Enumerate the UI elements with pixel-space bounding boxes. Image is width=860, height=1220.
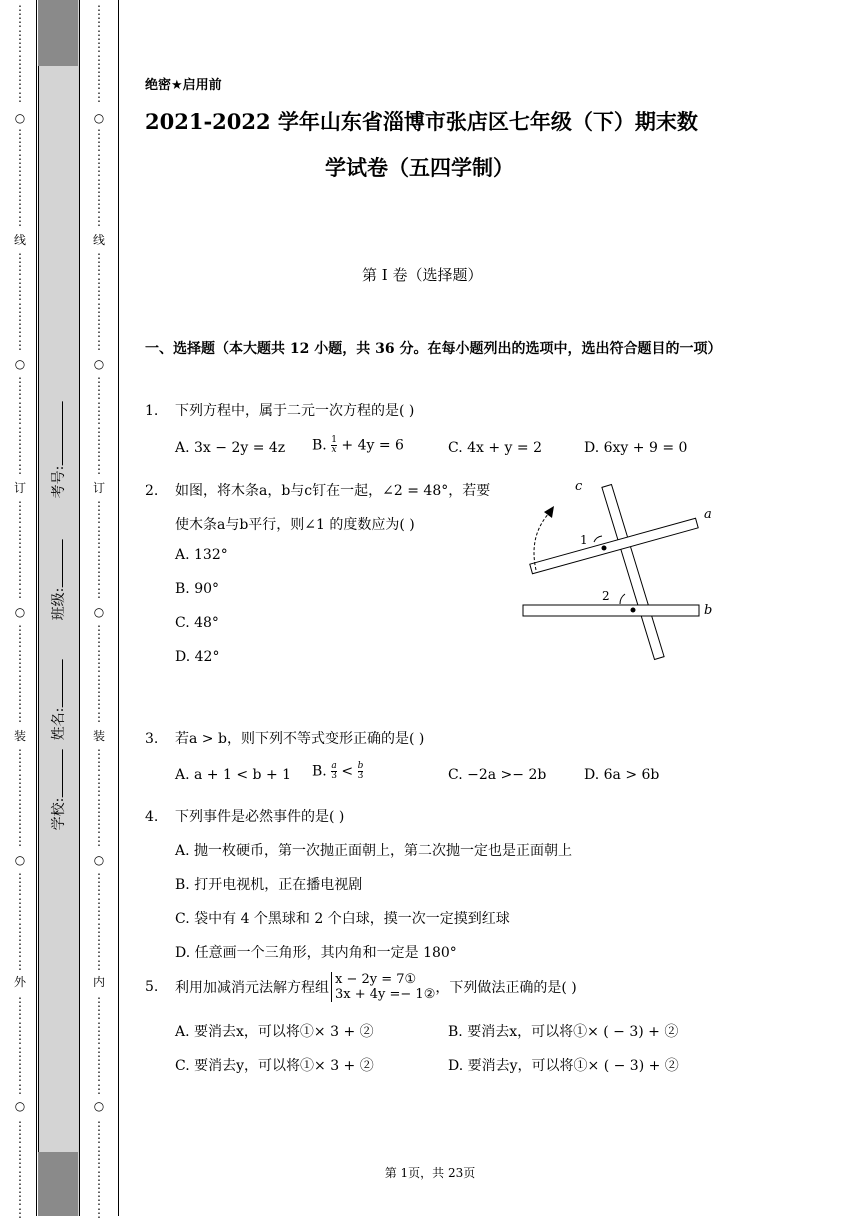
outer-binding-dot: ⋮ — [14, 89, 26, 104]
outer-binding-dot: ⋮ — [14, 623, 26, 637]
inner-binding-dot: ⋮ — [93, 399, 105, 414]
outer-binding-dot: ⋮ — [14, 3, 26, 17]
outer-binding-dot: ⋮ — [14, 771, 26, 786]
outer-binding-mark: ○ — [14, 853, 26, 867]
outer-binding-dot: ⋮ — [14, 1119, 26, 1133]
outer-binding-dot: ⋮ — [14, 660, 26, 675]
inner-binding-dot: ⋮ — [93, 139, 105, 154]
outer-binding-dot: ⋮ — [14, 536, 26, 551]
outer-binding-dot: ⋮ — [14, 821, 26, 836]
inner-binding-dot: ⋮ — [93, 313, 105, 327]
outer-binding-dot: ⋮ — [14, 325, 26, 340]
outer-binding-dot: ⋮ — [14, 511, 26, 526]
outer-binding-dot: ⋮ — [14, 1168, 26, 1183]
outer-binding-dot: ⋮ — [14, 499, 26, 513]
inner-binding-dot: ⋮ — [93, 1193, 105, 1208]
outer-binding-dot: ⋮ — [14, 461, 26, 476]
outer-binding-dot: ⋮ — [14, 201, 26, 216]
outer-binding-mark: 装 — [13, 729, 26, 743]
q2-option-c: C. 48° — [175, 615, 219, 631]
outer-binding-dot: ⋮ — [14, 883, 26, 898]
outer-binding-dot: ⋮ — [14, 27, 26, 42]
inner-binding-dot: ⋮ — [93, 709, 105, 724]
arrow-head — [544, 506, 554, 518]
binding-strip-bottom — [38, 1152, 78, 1216]
inner-binding-dot: ⋮ — [93, 1044, 105, 1059]
inner-binding-mark: ○ — [93, 1099, 105, 1113]
outer-binding-dot: ⋮ — [14, 573, 26, 588]
inner-binding-dot: ⋮ — [93, 77, 105, 92]
question-2: 2. 如图，将木条a，b与c钉在一起，∠2 = 48°，若要 — [145, 483, 491, 499]
inner-binding-dot: ⋮ — [93, 747, 105, 761]
q4-option-d: D. 任意画一个三角形，其内角和一定是 180° — [175, 945, 457, 961]
inner-binding-dot: ⋮ — [93, 176, 105, 191]
inner-binding-mark: ○ — [93, 357, 105, 371]
outer-binding-dot: ⋮ — [14, 1044, 26, 1059]
wood-strips-figure — [520, 476, 720, 666]
inner-binding-dot: ⋮ — [93, 1007, 105, 1022]
outer-binding-dot: ⋮ — [14, 151, 26, 166]
inner-binding-dot: ⋮ — [93, 1205, 105, 1220]
outer-binding-dot: ⋮ — [14, 1193, 26, 1208]
inner-binding-dot: ⋮ — [93, 1143, 105, 1158]
fraction-a-over-3: $\frac{a}{3}$ — [331, 761, 337, 781]
outer-binding-dot: ⋮ — [14, 164, 26, 179]
outer-binding-dot: ⋮ — [14, 1032, 26, 1047]
inner-binding-dot: ⋮ — [93, 325, 105, 340]
q5-option-c: C. 要消去y，可以将①× 3 + ② — [175, 1058, 374, 1074]
outer-binding-dot: ⋮ — [14, 635, 26, 650]
q2-option-b: B. 90° — [175, 581, 220, 597]
inner-binding-dot: ⋮ — [93, 697, 105, 712]
inner-binding-dot: ⋮ — [93, 771, 105, 786]
outer-binding-dot: ⋮ — [14, 213, 26, 228]
inner-binding-dot: ⋮ — [93, 672, 105, 687]
outer-binding-dot: ⋮ — [14, 933, 26, 947]
outer-binding-dot: ⋮ — [14, 523, 26, 538]
section-heading: 一、选择题（本大题共 12 小题，共 36 分。在每小题列出的选项中，选出符合题目的一项） — [145, 341, 722, 357]
outer-binding-dot: ⋮ — [14, 40, 26, 55]
outer-border — [36, 0, 37, 1216]
inner-binding-dot: ⋮ — [93, 784, 105, 799]
q1-option-b: B. $\frac{1}{x}$ + 4y = 6 — [312, 435, 404, 455]
inner-binding-dot: ⋮ — [93, 647, 105, 662]
inner-binding-dot: ⋮ — [93, 27, 105, 42]
inner-binding-dot: ⋮ — [93, 300, 105, 315]
inner-border — [118, 0, 119, 1216]
inner-binding-dot: ⋮ — [93, 933, 105, 947]
q2-option-d: D. 42° — [175, 649, 220, 665]
outer-binding-dot: ⋮ — [14, 647, 26, 662]
inner-binding-dot: ⋮ — [93, 1119, 105, 1133]
class-field: 班级: — [48, 540, 68, 621]
inner-binding-dot: ⋮ — [93, 957, 105, 972]
outer-binding-dot: ⋮ — [14, 945, 26, 960]
inner-binding-dot: ⋮ — [93, 1168, 105, 1183]
inner-binding-dot: ⋮ — [93, 511, 105, 526]
exam-number-field: 考号: — [48, 402, 68, 499]
outer-binding-dot: ⋮ — [14, 672, 26, 687]
question-4: 4. 下列事件是必然事件的是( ) — [145, 809, 345, 825]
outer-binding-dot: ⋮ — [14, 784, 26, 799]
fraction-b-over-3: $\frac{b}{3}$ — [357, 761, 364, 781]
inner-binding-dot: ⋮ — [93, 1131, 105, 1146]
outer-binding-dot: ⋮ — [14, 1007, 26, 1022]
page-footer: 第 1页，共 23页 — [384, 1166, 476, 1180]
equation-system: x − 2y = 7① 3x + 4y =− 1② — [331, 972, 435, 1002]
outer-binding-dot: ⋮ — [14, 375, 26, 389]
outer-binding-dot: ⋮ — [14, 1205, 26, 1220]
inner-binding-dot: ⋮ — [93, 1019, 105, 1034]
outer-binding-dot: ⋮ — [14, 424, 26, 439]
question-1: 1. 下列方程中，属于二元一次方程的是( ) — [145, 403, 415, 419]
question-3: 3. 若a > b，则下列不等式变形正确的是( ) — [145, 731, 425, 747]
outer-binding-mark: 订 — [13, 481, 26, 495]
label-a: a — [704, 507, 712, 522]
question-2-line2: 使木条a与b平行，则∠1 的度数应为( ) — [175, 517, 415, 533]
outer-binding-mark: ○ — [14, 1099, 26, 1113]
page-title-line2: 学试卷（五四学制） — [325, 155, 514, 180]
inner-binding-dot: ⋮ — [93, 337, 105, 352]
outer-binding-dot: ⋮ — [14, 871, 26, 885]
inner-binding-line — [90, 0, 108, 1220]
strip-c — [602, 484, 664, 659]
outer-binding-dot: ⋮ — [14, 908, 26, 923]
outer-binding-dot: ⋮ — [14, 1019, 26, 1034]
nail-2 — [631, 608, 636, 613]
outer-binding-dot: ⋮ — [14, 275, 26, 290]
inner-binding-dot: ⋮ — [93, 15, 105, 30]
outer-binding-dot: ⋮ — [14, 1057, 26, 1071]
q5-option-a: A. 要消去x，可以将①× 3 + ② — [175, 1024, 374, 1040]
label-b: b — [704, 603, 713, 618]
inner-binding-dot: ⋮ — [93, 387, 105, 402]
outer-binding-dot: ⋮ — [14, 709, 26, 724]
inner-binding-dot: ⋮ — [93, 821, 105, 836]
inner-binding-mark: ○ — [93, 605, 105, 619]
outer-binding-dot: ⋮ — [14, 449, 26, 464]
outer-binding-dot: ⋮ — [14, 957, 26, 972]
outer-binding-dot: ⋮ — [14, 399, 26, 414]
outer-binding-dot: ⋮ — [14, 1156, 26, 1171]
outer-binding-dot: ⋮ — [14, 437, 26, 451]
q3-option-d: D. 6a > 6b — [584, 767, 660, 783]
inner-binding-dot: ⋮ — [93, 189, 105, 203]
inner-binding-dot: ⋮ — [93, 635, 105, 650]
inner-binding-dot: ⋮ — [93, 3, 105, 17]
inner-binding-dot: ⋮ — [93, 375, 105, 389]
inner-binding-dot: ⋮ — [93, 809, 105, 823]
inner-binding-dot: ⋮ — [93, 1057, 105, 1071]
q4-option-a: A. 抛一枚硬币，第一次抛正面朝上，第二次抛一定也是正面朝上 — [175, 843, 573, 859]
inner-binding-dot: ⋮ — [93, 1181, 105, 1195]
q3-option-c: C. −2a >− 2b — [448, 767, 547, 783]
outer-binding-dot: ⋮ — [14, 139, 26, 154]
outer-binding-dot: ⋮ — [14, 833, 26, 848]
inner-binding-dot: ⋮ — [93, 536, 105, 551]
angle-arc-2 — [620, 594, 625, 604]
outer-binding-dot: ⋮ — [14, 561, 26, 575]
outer-binding-dot: ⋮ — [14, 52, 26, 67]
outer-binding-dot: ⋮ — [14, 1143, 26, 1158]
outer-binding-dot: ⋮ — [14, 189, 26, 203]
question-5: 5. 利用加减消元法解方程组 x − 2y = 7① 3x + 4y =− 1② ，下列做法正确的是( ) — [145, 972, 577, 1002]
inner-binding-dot: ⋮ — [93, 759, 105, 774]
inner-binding-dot: ⋮ — [93, 685, 105, 699]
inner-binding-dot: ⋮ — [93, 660, 105, 675]
q3-option-b: B. $\frac{a}{3}$ < $\frac{b}{3}$ — [312, 761, 364, 781]
outer-binding-dot: ⋮ — [14, 127, 26, 141]
outer-binding-dot: ⋮ — [14, 1081, 26, 1096]
inner-binding-dot: ⋮ — [93, 1156, 105, 1171]
outer-binding-mark: ○ — [14, 605, 26, 619]
q1-option-a: A. 3x − 2y = 4z — [175, 440, 286, 456]
outer-binding-mark: ○ — [14, 357, 26, 371]
inner-binding-dot: ⋮ — [93, 908, 105, 923]
outer-binding-dot: ⋮ — [14, 995, 26, 1009]
label-angle-2: 2 — [602, 589, 610, 603]
inner-binding-dot: ⋮ — [93, 561, 105, 575]
inner-binding-dot: ⋮ — [93, 52, 105, 67]
inner-binding-dot: ⋮ — [93, 499, 105, 513]
inner-binding-mark: 内 — [92, 975, 105, 989]
outer-binding-mark: ○ — [14, 111, 26, 125]
inner-binding-dot: ⋮ — [93, 995, 105, 1009]
outer-binding-dot: ⋮ — [14, 585, 26, 600]
outer-binding-dot: ⋮ — [14, 685, 26, 699]
label-angle-1: 1 — [580, 533, 588, 547]
inner-binding-dot: ⋮ — [93, 89, 105, 104]
inner-binding-dot: ⋮ — [93, 833, 105, 848]
outer-binding-dot: ⋮ — [14, 337, 26, 352]
outer-binding-dot: ⋮ — [14, 65, 26, 79]
outer-binding-dot: ⋮ — [14, 697, 26, 712]
inner-binding-dot: ⋮ — [93, 263, 105, 278]
inner-binding-dot: ⋮ — [93, 623, 105, 637]
angle-arc-1 — [594, 536, 602, 542]
outer-binding-dot: ⋮ — [14, 796, 26, 811]
outer-binding-dot: ⋮ — [14, 920, 26, 935]
inner-binding-dot: ⋮ — [93, 895, 105, 910]
inner-binding-dot: ⋮ — [93, 1069, 105, 1084]
inner-binding-dot: ⋮ — [93, 796, 105, 811]
binding-strip-top — [38, 0, 78, 66]
q4-option-b: B. 打开电视机，正在播电视剧 — [175, 877, 363, 893]
outer-binding-dot: ⋮ — [14, 77, 26, 92]
fraction-1-over-x: $\frac{1}{x}$ — [331, 435, 337, 455]
inner-binding-dot: ⋮ — [93, 883, 105, 898]
outer-binding-mark: 线 — [13, 233, 26, 247]
inner-binding-dot: ⋮ — [93, 65, 105, 79]
inner-binding-dot: ⋮ — [93, 461, 105, 476]
outer-binding-dot: ⋮ — [14, 263, 26, 278]
inner-binding-dot: ⋮ — [93, 412, 105, 427]
inner-binding-dot: ⋮ — [93, 945, 105, 960]
outer-binding-dot: ⋮ — [14, 1181, 26, 1195]
inner-binding-dot: ⋮ — [93, 585, 105, 600]
inner-binding-mark: 装 — [92, 729, 105, 743]
outer-binding-dot: ⋮ — [14, 176, 26, 191]
name-field: 姓名: — [48, 660, 68, 741]
outer-binding-dot: ⋮ — [14, 759, 26, 774]
q4-option-c: C. 袋中有 4 个黑球和 2 个白球，摸一次一定摸到红球 — [175, 911, 510, 927]
q1-option-c: C. 4x + y = 2 — [448, 440, 542, 456]
outer-binding-dot: ⋮ — [14, 251, 26, 265]
q3-option-a: A. a + 1 < b + 1 — [175, 767, 292, 783]
q1-option-d: D. 6xy + 9 = 0 — [584, 440, 688, 456]
strip-b — [523, 605, 699, 616]
inner-binding-dot: ⋮ — [93, 548, 105, 563]
inner-binding-dot: ⋮ — [93, 449, 105, 464]
q5-option-d: D. 要消去y，可以将①× ( − 3) + ② — [448, 1058, 679, 1074]
outer-binding-dot: ⋮ — [14, 1069, 26, 1084]
part-title: 第 I 卷（选择题） — [362, 266, 483, 284]
inner-binding-dot: ⋮ — [93, 213, 105, 228]
inner-binding-dot: ⋮ — [93, 871, 105, 885]
outer-binding-line — [11, 0, 29, 1220]
inner-binding-dot: ⋮ — [93, 251, 105, 265]
inner-binding-dot: ⋮ — [93, 127, 105, 141]
nail-1 — [602, 546, 607, 551]
school-field: 学校: — [48, 750, 68, 831]
secret-tag: 绝密★启用前 — [145, 78, 222, 93]
inner-binding-dot: ⋮ — [93, 288, 105, 303]
inner-binding-dot: ⋮ — [93, 523, 105, 538]
inner-binding-dot: ⋮ — [93, 573, 105, 588]
inner-binding-mark: 线 — [92, 233, 105, 247]
inner-binding-dot: ⋮ — [93, 201, 105, 216]
inner-binding-dot: ⋮ — [93, 1081, 105, 1096]
outer-binding-dot: ⋮ — [14, 387, 26, 402]
inner-binding-mark: ○ — [93, 111, 105, 125]
inner-binding-dot: ⋮ — [93, 437, 105, 451]
inner-binding-dot: ⋮ — [93, 275, 105, 290]
inner-binding-mark: 订 — [92, 481, 105, 495]
outer-binding-dot: ⋮ — [14, 895, 26, 910]
q2-option-a: A. 132° — [175, 547, 228, 563]
outer-binding-dot: ⋮ — [14, 412, 26, 427]
label-c: c — [575, 479, 583, 494]
outer-binding-dot: ⋮ — [14, 809, 26, 823]
outer-binding-dot: ⋮ — [14, 288, 26, 303]
inner-binding-dot: ⋮ — [93, 40, 105, 55]
outer-binding-dot: ⋮ — [14, 1131, 26, 1146]
inner-binding-dot: ⋮ — [93, 424, 105, 439]
outer-binding-dot: ⋮ — [14, 15, 26, 30]
inner-binding-dot: ⋮ — [93, 920, 105, 935]
inner-binding-dot: ⋮ — [93, 1032, 105, 1047]
outer-binding-dot: ⋮ — [14, 548, 26, 563]
outer-binding-mark: 外 — [13, 975, 26, 989]
q5-option-b: B. 要消去x，可以将①× ( − 3) + ② — [448, 1024, 679, 1040]
outer-binding-dot: ⋮ — [14, 747, 26, 761]
page-title-line1: 2021-2022 学年山东省淄博市张店区七年级（下）期末数 — [145, 109, 698, 134]
inner-binding-dot: ⋮ — [93, 151, 105, 166]
outer-binding-dot: ⋮ — [14, 313, 26, 327]
outer-binding-dot: ⋮ — [14, 300, 26, 315]
inner-binding-mark: ○ — [93, 853, 105, 867]
inner-binding-dot: ⋮ — [93, 164, 105, 179]
